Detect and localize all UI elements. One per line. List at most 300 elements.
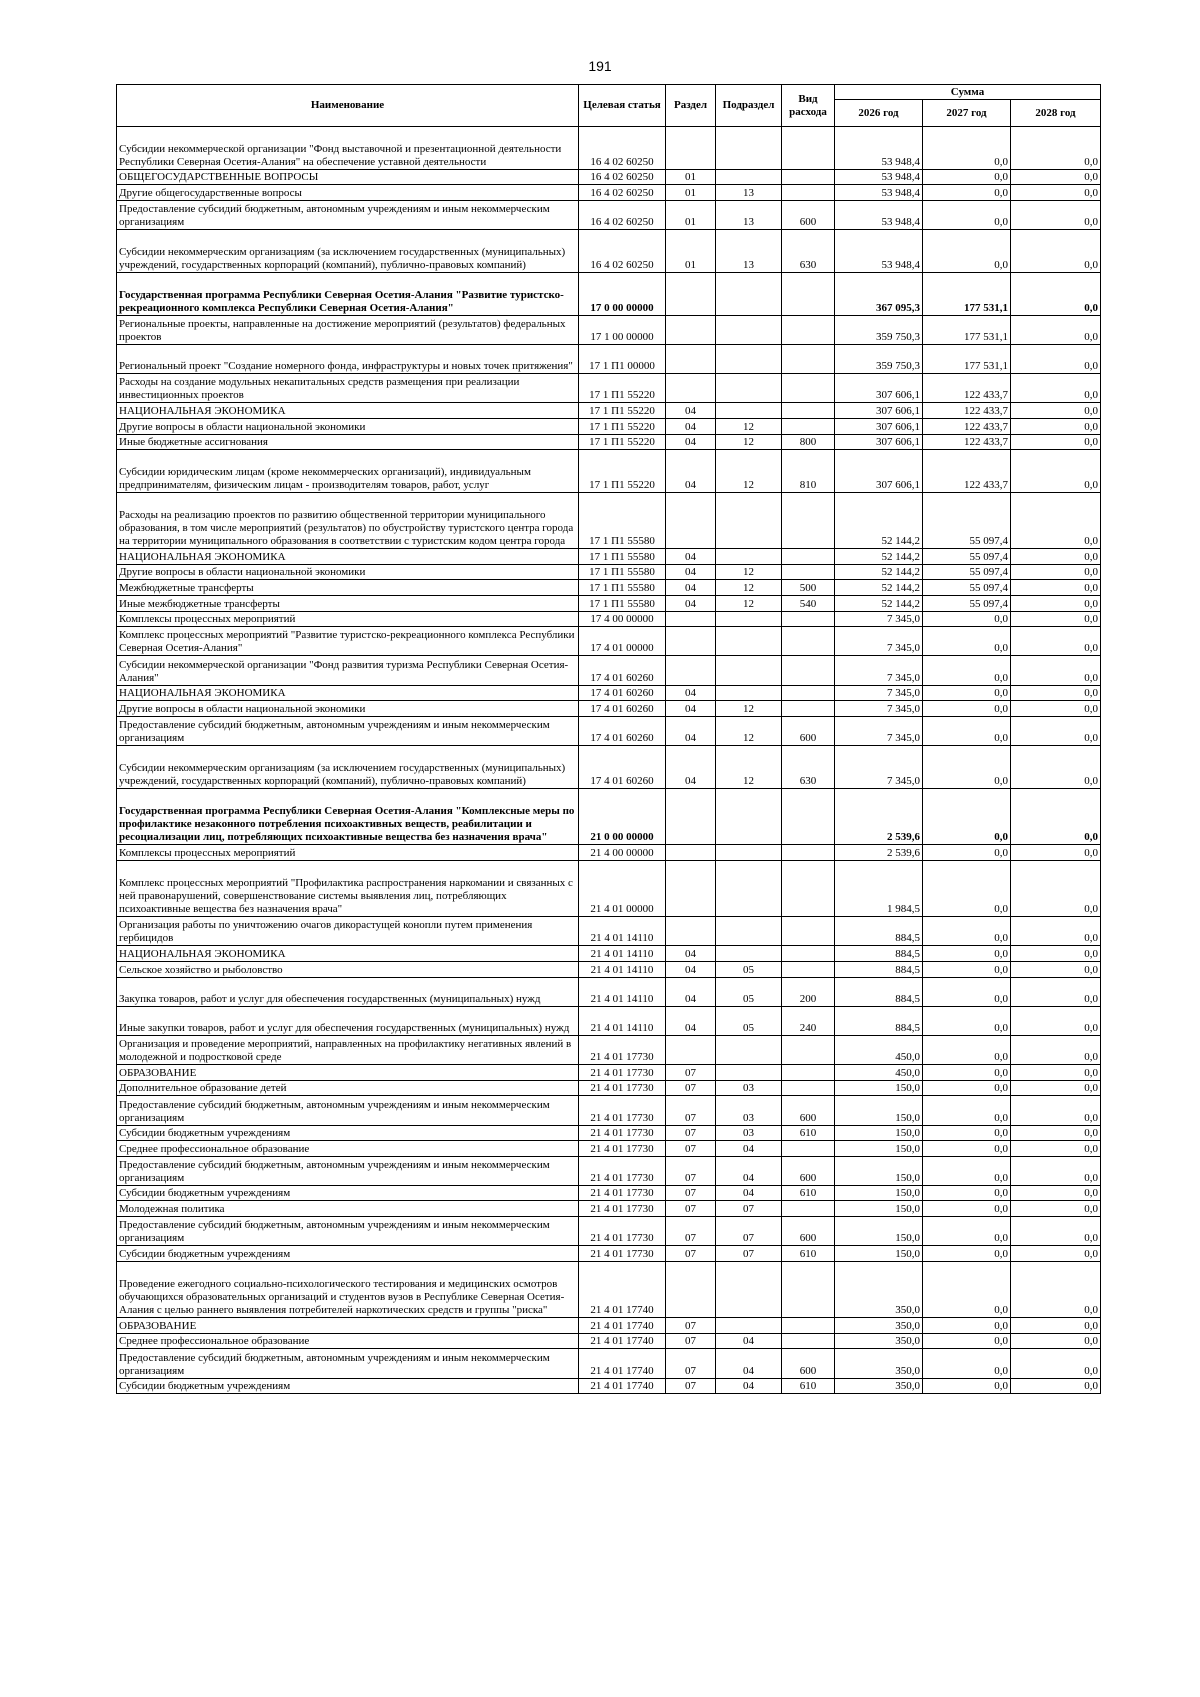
header-name: Наименование	[117, 85, 579, 127]
row-target-article: 21 4 01 17730	[579, 1125, 666, 1141]
row-name: Субсидии некоммерческой организации "Фонд развития туризма Республики Северная Осетия-Алания"	[117, 656, 579, 685]
row-section: 04	[666, 549, 716, 565]
row-target-article: 21 4 01 17730	[579, 1246, 666, 1262]
row-amount-2028: 0,0	[1011, 1349, 1101, 1378]
row-name: Субсидии некоммерческой организации "Фонд выставочной и презентационной деятельности Республики Северная Осетия-Алания" на обеспечение уставной деятельности	[117, 127, 579, 170]
row-amount-2028: 0,0	[1011, 185, 1101, 201]
row-subsection: 04	[716, 1141, 782, 1157]
row-amount-2028: 0,0	[1011, 1035, 1101, 1064]
row-expense-kind: 600	[782, 200, 835, 229]
row-section: 07	[666, 1217, 716, 1246]
row-subsection	[716, 1035, 782, 1064]
row-amount-2027: 0,0	[923, 946, 1011, 962]
table-row	[117, 1065, 1101, 1081]
row-amount-2028: 0,0	[1011, 1217, 1101, 1246]
row-amount-2026: 884,5	[835, 961, 923, 977]
row-expense-kind	[782, 1080, 835, 1096]
row-amount-2028: 0,0	[1011, 1080, 1101, 1096]
row-name: Иные закупки товаров, работ и услуг для обеспечения государственных (муниципальных) нужд	[117, 1006, 579, 1035]
row-amount-2028: 0,0	[1011, 1006, 1101, 1035]
row-expense-kind: 600	[782, 1349, 835, 1378]
row-amount-2028: 0,0	[1011, 685, 1101, 701]
row-target-article: 21 4 01 17730	[579, 1141, 666, 1157]
row-expense-kind	[782, 1141, 835, 1157]
row-amount-2027: 0,0	[923, 1261, 1011, 1317]
row-amount-2027: 0,0	[923, 1065, 1011, 1081]
row-target-article: 16 4 02 60250	[579, 230, 666, 273]
row-subsection: 04	[716, 1185, 782, 1201]
row-amount-2028: 0,0	[1011, 611, 1101, 627]
row-name: Региональный проект "Создание номерного фонда, инфраструктуры и новых точек притяжения"	[117, 344, 579, 373]
row-amount-2027: 177 531,1	[923, 344, 1011, 373]
row-amount-2028: 0,0	[1011, 230, 1101, 273]
header-sum: Сумма	[835, 85, 1101, 100]
row-expense-kind	[782, 627, 835, 656]
row-target-article: 21 4 01 17730	[579, 1035, 666, 1064]
row-section: 07	[666, 1125, 716, 1141]
row-amount-2026: 350,0	[835, 1333, 923, 1349]
row-name: Другие вопросы в области национальной экономики	[117, 418, 579, 434]
row-section: 07	[666, 1378, 716, 1394]
table-row	[117, 1035, 1101, 1064]
row-target-article: 17 4 01 00000	[579, 627, 666, 656]
row-amount-2028: 0,0	[1011, 961, 1101, 977]
row-subsection	[716, 272, 782, 315]
row-name: Другие вопросы в области национальной экономики	[117, 564, 579, 580]
row-amount-2028: 0,0	[1011, 1318, 1101, 1334]
row-section: 01	[666, 185, 716, 201]
row-name: Организация и проведение мероприятий, направленных на профилактику негативных явлений в молодежной и подростковой среде	[117, 1035, 579, 1064]
row-section: 07	[666, 1246, 716, 1262]
row-amount-2027: 0,0	[923, 200, 1011, 229]
row-amount-2028: 0,0	[1011, 580, 1101, 596]
row-amount-2028: 0,0	[1011, 169, 1101, 185]
row-amount-2027: 0,0	[923, 1333, 1011, 1349]
row-amount-2026: 52 144,2	[835, 549, 923, 565]
table-row	[117, 492, 1101, 548]
header-expense-kind: Вид расхода	[782, 85, 835, 127]
row-expense-kind: 600	[782, 716, 835, 745]
row-subsection	[716, 492, 782, 548]
row-amount-2028: 0,0	[1011, 1185, 1101, 1201]
row-amount-2026: 367 095,3	[835, 272, 923, 315]
row-target-article: 17 4 01 60260	[579, 656, 666, 685]
row-subsection	[716, 374, 782, 403]
row-amount-2028: 0,0	[1011, 374, 1101, 403]
row-target-article: 16 4 02 60250	[579, 185, 666, 201]
row-amount-2028: 0,0	[1011, 1201, 1101, 1217]
row-subsection: 05	[716, 1006, 782, 1035]
table-row	[117, 185, 1101, 201]
row-subsection: 12	[716, 701, 782, 717]
row-name: НАЦИОНАЛЬНАЯ ЭКОНОМИКА	[117, 549, 579, 565]
row-amount-2027: 0,0	[923, 230, 1011, 273]
row-amount-2027: 0,0	[923, 860, 1011, 916]
row-expense-kind: 610	[782, 1378, 835, 1394]
table-row	[117, 845, 1101, 861]
row-name: НАЦИОНАЛЬНАЯ ЭКОНОМИКА	[117, 946, 579, 962]
row-subsection	[716, 549, 782, 565]
row-amount-2026: 150,0	[835, 1125, 923, 1141]
row-amount-2026: 2 539,6	[835, 845, 923, 861]
row-subsection: 05	[716, 961, 782, 977]
row-amount-2027: 0,0	[923, 1125, 1011, 1141]
row-target-article: 17 4 01 60260	[579, 716, 666, 745]
row-section: 07	[666, 1333, 716, 1349]
row-amount-2026: 7 345,0	[835, 627, 923, 656]
row-expense-kind	[782, 656, 835, 685]
row-expense-kind: 610	[782, 1185, 835, 1201]
row-expense-kind	[782, 611, 835, 627]
row-section: 04	[666, 685, 716, 701]
table-row	[117, 656, 1101, 685]
table-row	[117, 685, 1101, 701]
row-target-article: 21 4 01 17740	[579, 1378, 666, 1394]
row-target-article: 21 4 01 17740	[579, 1333, 666, 1349]
row-amount-2026: 150,0	[835, 1201, 923, 1217]
row-subsection: 12	[716, 450, 782, 493]
row-expense-kind	[782, 492, 835, 548]
row-section: 07	[666, 1065, 716, 1081]
table-row	[117, 1156, 1101, 1185]
row-amount-2028: 0,0	[1011, 701, 1101, 717]
row-target-article: 17 1 П1 55580	[579, 564, 666, 580]
row-subsection: 12	[716, 580, 782, 596]
table-row	[117, 1096, 1101, 1125]
row-expense-kind	[782, 418, 835, 434]
row-target-article: 17 0 00 00000	[579, 272, 666, 315]
row-name: Субсидии некоммерческим организациям (за исключением государственных (муниципальных) учреждений, государственных корпораций (компаний), публично-правовых компаний)	[117, 230, 579, 273]
row-amount-2027: 0,0	[923, 1246, 1011, 1262]
row-amount-2028: 0,0	[1011, 1261, 1101, 1317]
row-amount-2026: 307 606,1	[835, 434, 923, 450]
row-amount-2028: 0,0	[1011, 1378, 1101, 1394]
row-subsection: 12	[716, 746, 782, 789]
row-subsection	[716, 611, 782, 627]
row-expense-kind: 810	[782, 450, 835, 493]
row-name: Государственная программа Республики Северная Осетия-Алания "Развитие туристско-рекреационного комплекса Республики Северная Осетия-Алания"	[117, 272, 579, 315]
row-name: Предоставление субсидий бюджетным, автономным учреждениям и иным некоммерческим организациям	[117, 1217, 579, 1246]
table-row	[117, 596, 1101, 612]
row-subsection: 07	[716, 1217, 782, 1246]
row-expense-kind	[782, 185, 835, 201]
row-amount-2027: 0,0	[923, 1006, 1011, 1035]
table-row	[117, 315, 1101, 344]
table-body	[117, 127, 1101, 1394]
row-target-article: 16 4 02 60250	[579, 169, 666, 185]
row-name: Среднее профессиональное образование	[117, 1333, 579, 1349]
row-target-article: 17 4 01 60260	[579, 685, 666, 701]
row-amount-2028: 0,0	[1011, 977, 1101, 1006]
row-name: Региональные проекты, направленные на достижение мероприятий (результатов) федеральных проектов	[117, 315, 579, 344]
row-amount-2026: 150,0	[835, 1217, 923, 1246]
row-amount-2027: 0,0	[923, 627, 1011, 656]
row-amount-2027: 177 531,1	[923, 272, 1011, 315]
row-amount-2027: 0,0	[923, 685, 1011, 701]
row-subsection	[716, 1318, 782, 1334]
table-row	[117, 230, 1101, 273]
row-name: Иные межбюджетные трансферты	[117, 596, 579, 612]
row-amount-2028: 0,0	[1011, 344, 1101, 373]
row-section: 01	[666, 200, 716, 229]
row-expense-kind	[782, 1261, 835, 1317]
row-name: Предоставление субсидий бюджетным, автономным учреждениям и иным некоммерческим организациям	[117, 1349, 579, 1378]
row-name: Дополнительное образование детей	[117, 1080, 579, 1096]
row-target-article: 21 0 00 00000	[579, 788, 666, 844]
table-row	[117, 1261, 1101, 1317]
table-row	[117, 1378, 1101, 1394]
row-expense-kind	[782, 1318, 835, 1334]
row-section: 04	[666, 450, 716, 493]
row-section	[666, 860, 716, 916]
row-name: Межбюджетные трансферты	[117, 580, 579, 596]
row-expense-kind	[782, 860, 835, 916]
row-amount-2028: 0,0	[1011, 200, 1101, 229]
row-name: Предоставление субсидий бюджетным, автономным учреждениям и иным некоммерческим организациям	[117, 1156, 579, 1185]
row-section: 04	[666, 961, 716, 977]
row-subsection	[716, 685, 782, 701]
row-subsection: 03	[716, 1080, 782, 1096]
row-target-article: 17 1 П1 55220	[579, 434, 666, 450]
row-name: Молодежная политика	[117, 1201, 579, 1217]
row-amount-2026: 359 750,3	[835, 344, 923, 373]
row-name: Комплексы процессных мероприятий	[117, 611, 579, 627]
row-name: Предоставление субсидий бюджетным, автономным учреждениям и иным некоммерческим организациям	[117, 200, 579, 229]
row-subsection	[716, 788, 782, 844]
row-amount-2026: 52 144,2	[835, 564, 923, 580]
table-row	[117, 1006, 1101, 1035]
row-name: Закупка товаров, работ и услуг для обеспечения государственных (муниципальных) нужд	[117, 977, 579, 1006]
row-amount-2027: 0,0	[923, 1378, 1011, 1394]
row-target-article: 17 1 П1 55220	[579, 374, 666, 403]
row-name: Субсидии бюджетным учреждениям	[117, 1185, 579, 1201]
table-row	[117, 580, 1101, 596]
header-subsection: Подраздел	[716, 85, 782, 127]
table-row	[117, 627, 1101, 656]
row-amount-2026: 7 345,0	[835, 701, 923, 717]
row-section: 01	[666, 230, 716, 273]
row-name: Субсидии некоммерческим организациям (за исключением государственных (муниципальных) учреждений, государственных корпораций (компаний), публично-правовых компаний)	[117, 746, 579, 789]
row-section	[666, 788, 716, 844]
row-expense-kind	[782, 315, 835, 344]
row-expense-kind: 240	[782, 1006, 835, 1035]
row-name: Предоставление субсидий бюджетным, автономным учреждениям и иным некоммерческим организациям	[117, 716, 579, 745]
row-amount-2028: 0,0	[1011, 434, 1101, 450]
row-target-article: 17 1 П1 55580	[579, 580, 666, 596]
row-amount-2028: 0,0	[1011, 845, 1101, 861]
row-amount-2026: 7 345,0	[835, 685, 923, 701]
row-amount-2027: 0,0	[923, 611, 1011, 627]
row-amount-2026: 350,0	[835, 1349, 923, 1378]
row-expense-kind: 800	[782, 434, 835, 450]
table-row	[117, 1349, 1101, 1378]
table-row	[117, 272, 1101, 315]
row-name: Комплекс процессных мероприятий "Развитие туристско-рекреационного комплекса Республики Северная Осетия-Алания"	[117, 627, 579, 656]
row-subsection	[716, 1065, 782, 1081]
table-row	[117, 1080, 1101, 1096]
row-amount-2027: 55 097,4	[923, 564, 1011, 580]
row-amount-2026: 52 144,2	[835, 596, 923, 612]
row-section: 01	[666, 169, 716, 185]
row-expense-kind	[782, 127, 835, 170]
row-amount-2026: 53 948,4	[835, 200, 923, 229]
row-amount-2026: 2 539,6	[835, 788, 923, 844]
row-subsection: 12	[716, 716, 782, 745]
row-name: Предоставление субсидий бюджетным, автономным учреждениям и иным некоммерческим организациям	[117, 1096, 579, 1125]
row-expense-kind	[782, 549, 835, 565]
row-name: ОБЩЕГОСУДАРСТВЕННЫЕ ВОПРОСЫ	[117, 169, 579, 185]
row-amount-2026: 7 345,0	[835, 656, 923, 685]
row-amount-2028: 0,0	[1011, 1156, 1101, 1185]
row-target-article: 17 1 П1 55220	[579, 403, 666, 419]
row-amount-2028: 0,0	[1011, 917, 1101, 946]
row-section: 04	[666, 701, 716, 717]
row-section: 04	[666, 596, 716, 612]
header-year-2026: 2026 год	[835, 100, 923, 127]
row-amount-2026: 7 345,0	[835, 746, 923, 789]
page-number: 191	[588, 58, 612, 74]
row-section: 07	[666, 1141, 716, 1157]
table-row	[117, 1185, 1101, 1201]
table-row	[117, 788, 1101, 844]
row-subsection	[716, 627, 782, 656]
row-amount-2026: 307 606,1	[835, 403, 923, 419]
row-expense-kind: 600	[782, 1217, 835, 1246]
row-amount-2028: 0,0	[1011, 403, 1101, 419]
table-row	[117, 961, 1101, 977]
row-amount-2026: 884,5	[835, 946, 923, 962]
row-expense-kind	[782, 169, 835, 185]
row-subsection: 13	[716, 230, 782, 273]
table-row	[117, 1246, 1101, 1262]
table-row	[117, 746, 1101, 789]
row-expense-kind	[782, 403, 835, 419]
table-row	[117, 374, 1101, 403]
row-subsection	[716, 946, 782, 962]
row-expense-kind	[782, 845, 835, 861]
header-section: Раздел	[666, 85, 716, 127]
row-amount-2028: 0,0	[1011, 1096, 1101, 1125]
table-row	[117, 1333, 1101, 1349]
row-amount-2026: 7 345,0	[835, 611, 923, 627]
row-target-article: 21 4 01 17740	[579, 1349, 666, 1378]
row-target-article: 16 4 02 60250	[579, 200, 666, 229]
row-subsection: 04	[716, 1156, 782, 1185]
row-amount-2026: 150,0	[835, 1246, 923, 1262]
row-section	[666, 315, 716, 344]
row-section: 07	[666, 1185, 716, 1201]
row-amount-2028: 0,0	[1011, 860, 1101, 916]
row-target-article: 21 4 01 17730	[579, 1217, 666, 1246]
row-section: 04	[666, 977, 716, 1006]
row-expense-kind	[782, 374, 835, 403]
row-name: НАЦИОНАЛЬНАЯ ЭКОНОМИКА	[117, 403, 579, 419]
row-name: Государственная программа Республики Северная Осетия-Алания "Комплексные меры по профилактике незаконного потребления психоактивных веществ, реабилитации и ресоциализации лиц, потребляющих психоактивные вещества без назначения врача"	[117, 788, 579, 844]
row-subsection	[716, 344, 782, 373]
table-row	[117, 917, 1101, 946]
row-amount-2027: 0,0	[923, 1156, 1011, 1185]
row-amount-2026: 150,0	[835, 1185, 923, 1201]
row-target-article: 17 4 01 60260	[579, 701, 666, 717]
row-subsection: 07	[716, 1246, 782, 1262]
row-amount-2026: 884,5	[835, 917, 923, 946]
row-section	[666, 917, 716, 946]
row-name: Среднее профессиональное образование	[117, 1141, 579, 1157]
row-amount-2028: 0,0	[1011, 656, 1101, 685]
table-row	[117, 611, 1101, 627]
row-amount-2028: 0,0	[1011, 788, 1101, 844]
row-name: Комплексы процессных мероприятий	[117, 845, 579, 861]
row-target-article: 21 4 01 17730	[579, 1096, 666, 1125]
row-expense-kind	[782, 701, 835, 717]
row-amount-2028: 0,0	[1011, 946, 1101, 962]
row-expense-kind: 600	[782, 1096, 835, 1125]
row-section: 04	[666, 580, 716, 596]
row-expense-kind	[782, 946, 835, 962]
row-subsection: 12	[716, 418, 782, 434]
row-subsection: 04	[716, 1333, 782, 1349]
row-amount-2028: 0,0	[1011, 127, 1101, 170]
row-section: 04	[666, 564, 716, 580]
row-amount-2028: 0,0	[1011, 1065, 1101, 1081]
row-section	[666, 627, 716, 656]
row-target-article: 21 4 01 17730	[579, 1080, 666, 1096]
row-amount-2027: 0,0	[923, 1185, 1011, 1201]
row-subsection: 12	[716, 434, 782, 450]
row-subsection	[716, 656, 782, 685]
row-amount-2026: 53 948,4	[835, 230, 923, 273]
row-expense-kind: 630	[782, 746, 835, 789]
row-section: 04	[666, 746, 716, 789]
row-expense-kind: 610	[782, 1246, 835, 1262]
row-expense-kind	[782, 344, 835, 373]
row-name: Субсидии бюджетным учреждениям	[117, 1125, 579, 1141]
row-name: Расходы на реализацию проектов по развитию общественной территории муниципального образования, в том числе мероприятий (результатов) по обустройству туристского центра города на территории муниципального образования в соответствии с туристским кодом центра города	[117, 492, 579, 548]
row-target-article: 21 4 01 14110	[579, 917, 666, 946]
row-amount-2027: 122 433,7	[923, 434, 1011, 450]
row-amount-2026: 359 750,3	[835, 315, 923, 344]
row-target-article: 16 4 02 60250	[579, 127, 666, 170]
row-section: 04	[666, 946, 716, 962]
row-target-article: 17 1 П1 55580	[579, 492, 666, 548]
row-amount-2026: 307 606,1	[835, 450, 923, 493]
row-expense-kind	[782, 961, 835, 977]
row-subsection: 12	[716, 596, 782, 612]
row-name: Субсидии бюджетным учреждениям	[117, 1246, 579, 1262]
row-subsection: 05	[716, 977, 782, 1006]
row-target-article: 21 4 01 17740	[579, 1318, 666, 1334]
row-amount-2027: 0,0	[923, 845, 1011, 861]
table-row	[117, 1125, 1101, 1141]
row-amount-2027: 122 433,7	[923, 418, 1011, 434]
row-target-article: 21 4 01 14110	[579, 1006, 666, 1035]
table-row	[117, 403, 1101, 419]
row-expense-kind: 540	[782, 596, 835, 612]
row-expense-kind: 600	[782, 1156, 835, 1185]
row-name: Другие вопросы в области национальной экономики	[117, 701, 579, 717]
row-amount-2026: 307 606,1	[835, 418, 923, 434]
row-section	[666, 374, 716, 403]
row-amount-2026: 1 984,5	[835, 860, 923, 916]
row-amount-2028: 0,0	[1011, 716, 1101, 745]
row-amount-2026: 53 948,4	[835, 185, 923, 201]
row-subsection	[716, 845, 782, 861]
table-row	[117, 946, 1101, 962]
row-amount-2028: 0,0	[1011, 746, 1101, 789]
row-amount-2026: 150,0	[835, 1156, 923, 1185]
row-subsection: 03	[716, 1096, 782, 1125]
table-row	[117, 549, 1101, 565]
